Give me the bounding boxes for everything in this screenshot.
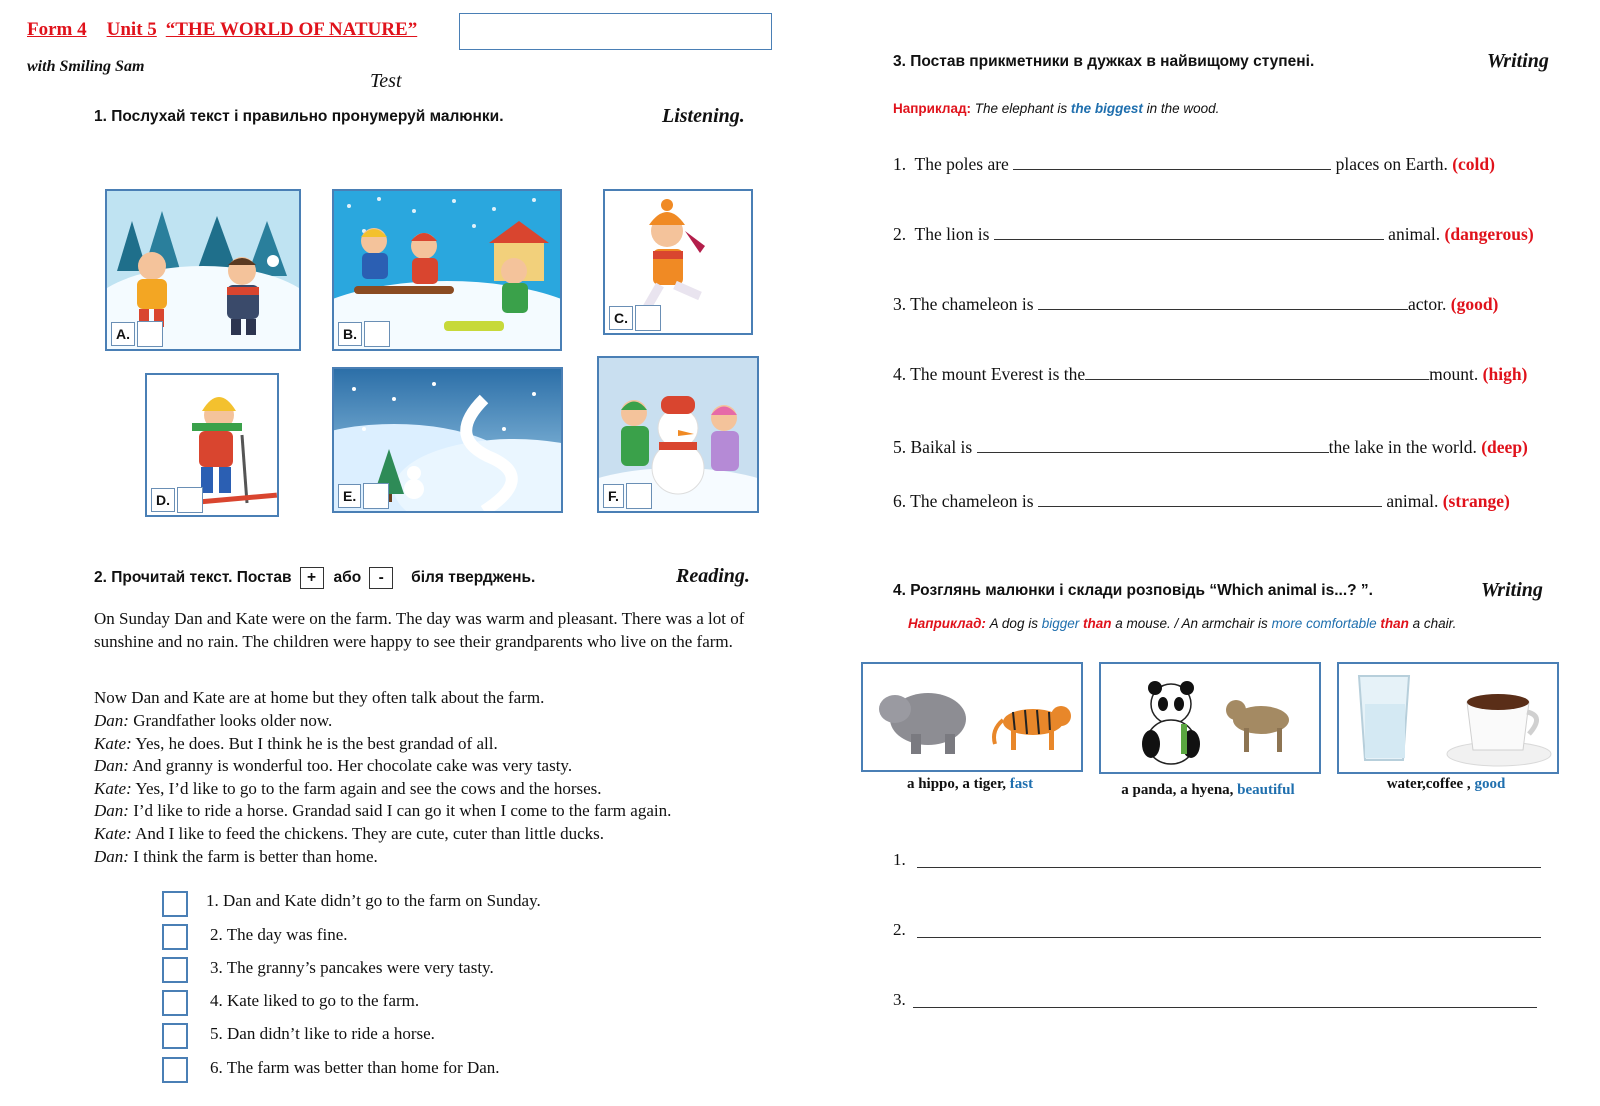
line-text: I think the farm is better than home. — [128, 846, 378, 866]
task2-or: або — [333, 569, 362, 586]
picture-a — [105, 189, 301, 351]
statement-5: 5. Dan didn’t like to ride a horse. — [210, 1024, 435, 1043]
picture-a-label-box — [111, 321, 163, 347]
picture-f-label: F. — [603, 484, 624, 508]
picture-f — [597, 356, 759, 513]
speaker: Kate: — [94, 823, 132, 843]
picture-f-answer-box[interactable] — [626, 483, 652, 509]
answer-blank[interactable] — [1013, 153, 1331, 170]
item-adjective: (good) — [1450, 294, 1499, 314]
picture-e-label: E. — [338, 484, 361, 508]
statement-3: 3. The granny’s pancakes were very tasty. — [210, 958, 494, 977]
task4-example-than-2: than — [1380, 616, 1409, 631]
caption-adjective: beautiful — [1237, 782, 1295, 798]
picture-a-answer-box[interactable] — [137, 321, 163, 347]
task3-item-5 — [893, 436, 1528, 458]
line-text: And granny is wonderful too. Her chocolate cake was very tasty. — [128, 756, 573, 776]
task2-title-b: біля тверджень. — [411, 569, 536, 586]
reading-para-2: Now Dan and Kate are at home but they often talk about the farm. — [94, 688, 545, 707]
picture-b-answer-box[interactable] — [364, 321, 390, 347]
caption-items: a panda, a hyena, — [1121, 782, 1238, 798]
task3-example-label: Наприклад: — [893, 101, 972, 116]
line-text: And I like to feed the chickens. They are cute, cuter than little ducks. — [131, 823, 604, 843]
picture-e-answer-box[interactable] — [363, 483, 389, 509]
statement-4: 4. Kate liked to go to the farm. — [210, 991, 420, 1010]
minus-box: - — [369, 567, 393, 589]
item-after: animal. — [1383, 224, 1445, 244]
task3-example-a: The elephant is — [971, 101, 1071, 116]
unit-label: Unit 5 — [106, 19, 157, 40]
item-before: 3. The chameleon is — [893, 294, 1038, 314]
picture-d-answer-box[interactable] — [177, 487, 203, 513]
task3-item-1 — [893, 153, 1495, 175]
answer-blank[interactable] — [1038, 490, 1382, 507]
answer-blank[interactable] — [1085, 363, 1429, 380]
caption-adjective: fast — [1009, 776, 1034, 792]
answer-blank[interactable] — [994, 223, 1384, 240]
caption-water-coffee — [1337, 776, 1555, 793]
task3-example — [893, 101, 1219, 116]
task3-item-6 — [893, 490, 1510, 512]
picture-d-label: D. — [151, 488, 175, 512]
item-before: 4. The mount Everest is the — [893, 364, 1086, 384]
picture-b-label: B. — [338, 322, 362, 346]
task4-example-label: Наприклад: — [908, 616, 986, 631]
statement-checkbox-6[interactable] — [162, 1057, 188, 1083]
task4-example-than-1: than — [1083, 616, 1112, 631]
task1-skill: Listening. — [662, 105, 745, 127]
picture-b — [332, 189, 562, 351]
answer-blank[interactable] — [977, 436, 1329, 453]
item-adjective: (strange) — [1442, 491, 1510, 511]
item-before: 2. The lion is — [893, 224, 994, 244]
picture-a-label: A. — [111, 322, 135, 346]
plus-box: + — [300, 567, 324, 589]
task4-skill: Writing — [1481, 579, 1543, 601]
task2-title-a: 2. Прочитай текст. Постав — [94, 569, 292, 586]
picture-d — [145, 373, 279, 517]
picture-c-label-box — [609, 305, 661, 331]
item-after: the lake in the world. — [1328, 437, 1482, 457]
dialogue-line — [94, 800, 794, 823]
water-coffee-illustration — [1339, 664, 1557, 772]
water-coffee-picture — [1337, 662, 1559, 774]
picture-d-label-box — [151, 487, 203, 513]
statement-6: 6. The farm was better than home for Dan. — [210, 1058, 500, 1077]
task4-example-2: a mouse. / An armchair is — [1111, 616, 1272, 631]
statement-checkbox-3[interactable] — [162, 957, 188, 983]
header-title — [27, 19, 417, 41]
form-label: Form 4 — [27, 19, 87, 40]
answer-line-1-number: 1. — [893, 850, 906, 869]
speaker: Dan: — [94, 756, 129, 776]
picture-c-answer-box[interactable] — [635, 305, 661, 331]
item-after: mount. — [1429, 364, 1483, 384]
item-before: 1. The poles are — [893, 154, 1014, 174]
task3-skill: Writing — [1487, 50, 1549, 72]
item-after: places on Earth. — [1331, 154, 1453, 174]
line-text: Yes, he does. But I think he is the best grandad of all. — [131, 733, 498, 753]
hippo-tiger-illustration — [863, 664, 1081, 770]
task4-example-1: A dog is — [985, 616, 1042, 631]
reading-dialogue — [94, 710, 794, 868]
statement-checkbox-5[interactable] — [162, 1023, 188, 1049]
item-adjective: (high) — [1482, 364, 1528, 384]
item-before: 5. Baikal is — [893, 437, 977, 457]
task3-item-3 — [893, 293, 1498, 315]
statement-2: 2. The day was fine. — [210, 925, 348, 944]
picture-e-label-box — [338, 483, 389, 509]
task2-title — [94, 567, 535, 589]
name-box[interactable] — [459, 13, 772, 50]
picture-b-label-box — [338, 321, 390, 347]
line-text: Yes, I’d like to go to the farm again and see the cows and the horses. — [131, 778, 602, 798]
picture-e — [332, 367, 563, 513]
task3-title: 3. Постав прикметники в дужках в найвищому ступені. — [893, 53, 1315, 70]
task1-title: 1. Послухай текст і правильно пронумеруй малюнки. — [94, 108, 504, 125]
item-adjective: (deep) — [1481, 437, 1528, 457]
picture-f-label-box — [603, 483, 652, 509]
panda-hyena-picture — [1099, 662, 1321, 774]
dialogue-line — [94, 755, 794, 778]
dialogue-line — [94, 778, 794, 801]
task2-skill: Reading. — [676, 565, 750, 587]
doc-type: Test — [370, 70, 402, 92]
line-text: I’d like to ride a horse. Grandad said I can go it when I come to the farm again. — [128, 801, 672, 821]
answer-line-2[interactable] — [917, 937, 1541, 938]
statement-checkbox-4[interactable] — [162, 990, 188, 1016]
series-label: with Smiling Sam — [27, 58, 145, 75]
task4-example-more: more comfortable — [1271, 616, 1377, 631]
speaker: Kate: — [94, 733, 132, 753]
hippo-tiger-picture — [861, 662, 1083, 772]
statement-checkbox-2[interactable] — [162, 924, 188, 950]
statement-checkbox-1[interactable] — [162, 891, 188, 917]
dialogue-line — [94, 733, 794, 756]
speaker: Kate: — [94, 778, 132, 798]
dialogue-line — [94, 846, 794, 869]
item-adjective: (dangerous) — [1444, 224, 1534, 244]
answer-line-1[interactable] — [917, 867, 1541, 868]
caption-hippo-tiger — [861, 776, 1079, 793]
reading-para-1: On Sunday Dan and Kate were on the farm. The day was warm and pleasant. There was a lot of sunshine and no rain. The children were happy to see their grandparents who live on the farm. — [94, 609, 745, 651]
dialogue-line — [94, 823, 794, 846]
caption-items: a hippo, a tiger, — [906, 776, 1010, 792]
task3-item-2 — [893, 223, 1534, 245]
task4-example-bigger: bigger — [1041, 616, 1080, 631]
caption-items: water,coffee , — [1386, 776, 1475, 792]
task3-item-4 — [893, 363, 1527, 385]
answer-line-3-number: 3. — [893, 990, 906, 1009]
task4-example — [908, 616, 1456, 631]
statement-1: 1. Dan and Kate didn’t go to the farm on Sunday. — [206, 891, 541, 910]
picture-c-label: C. — [609, 306, 633, 330]
answer-blank[interactable] — [1038, 293, 1408, 310]
item-after: animal. — [1381, 491, 1443, 511]
line-text: Grandfather looks older now. — [128, 711, 333, 730]
speaker: Dan: — [94, 846, 129, 866]
dialogue-line — [94, 710, 794, 733]
caption-adjective: good — [1474, 776, 1506, 792]
unit-title: “THE WORLD OF NATURE” — [165, 19, 418, 40]
task4-example-3: a chair. — [1408, 616, 1457, 631]
caption-panda-hyena — [1099, 782, 1317, 799]
item-after: actor. — [1407, 294, 1451, 314]
task4-title: 4. Розглянь малюнки і склади розповідь “Which animal is...? ”. — [893, 582, 1373, 599]
item-before: 6. The chameleon is — [893, 491, 1038, 511]
answer-line-3[interactable] — [913, 1007, 1537, 1008]
task3-example-b: in the wood. — [1142, 101, 1220, 116]
picture-c — [603, 189, 753, 335]
answer-line-2-number: 2. — [893, 920, 906, 939]
speaker: Dan: — [94, 801, 129, 821]
task3-example-highlight: the biggest — [1070, 101, 1143, 116]
panda-hyena-illustration — [1101, 664, 1319, 772]
speaker: Dan: — [94, 711, 129, 730]
item-adjective: (cold) — [1452, 154, 1495, 174]
